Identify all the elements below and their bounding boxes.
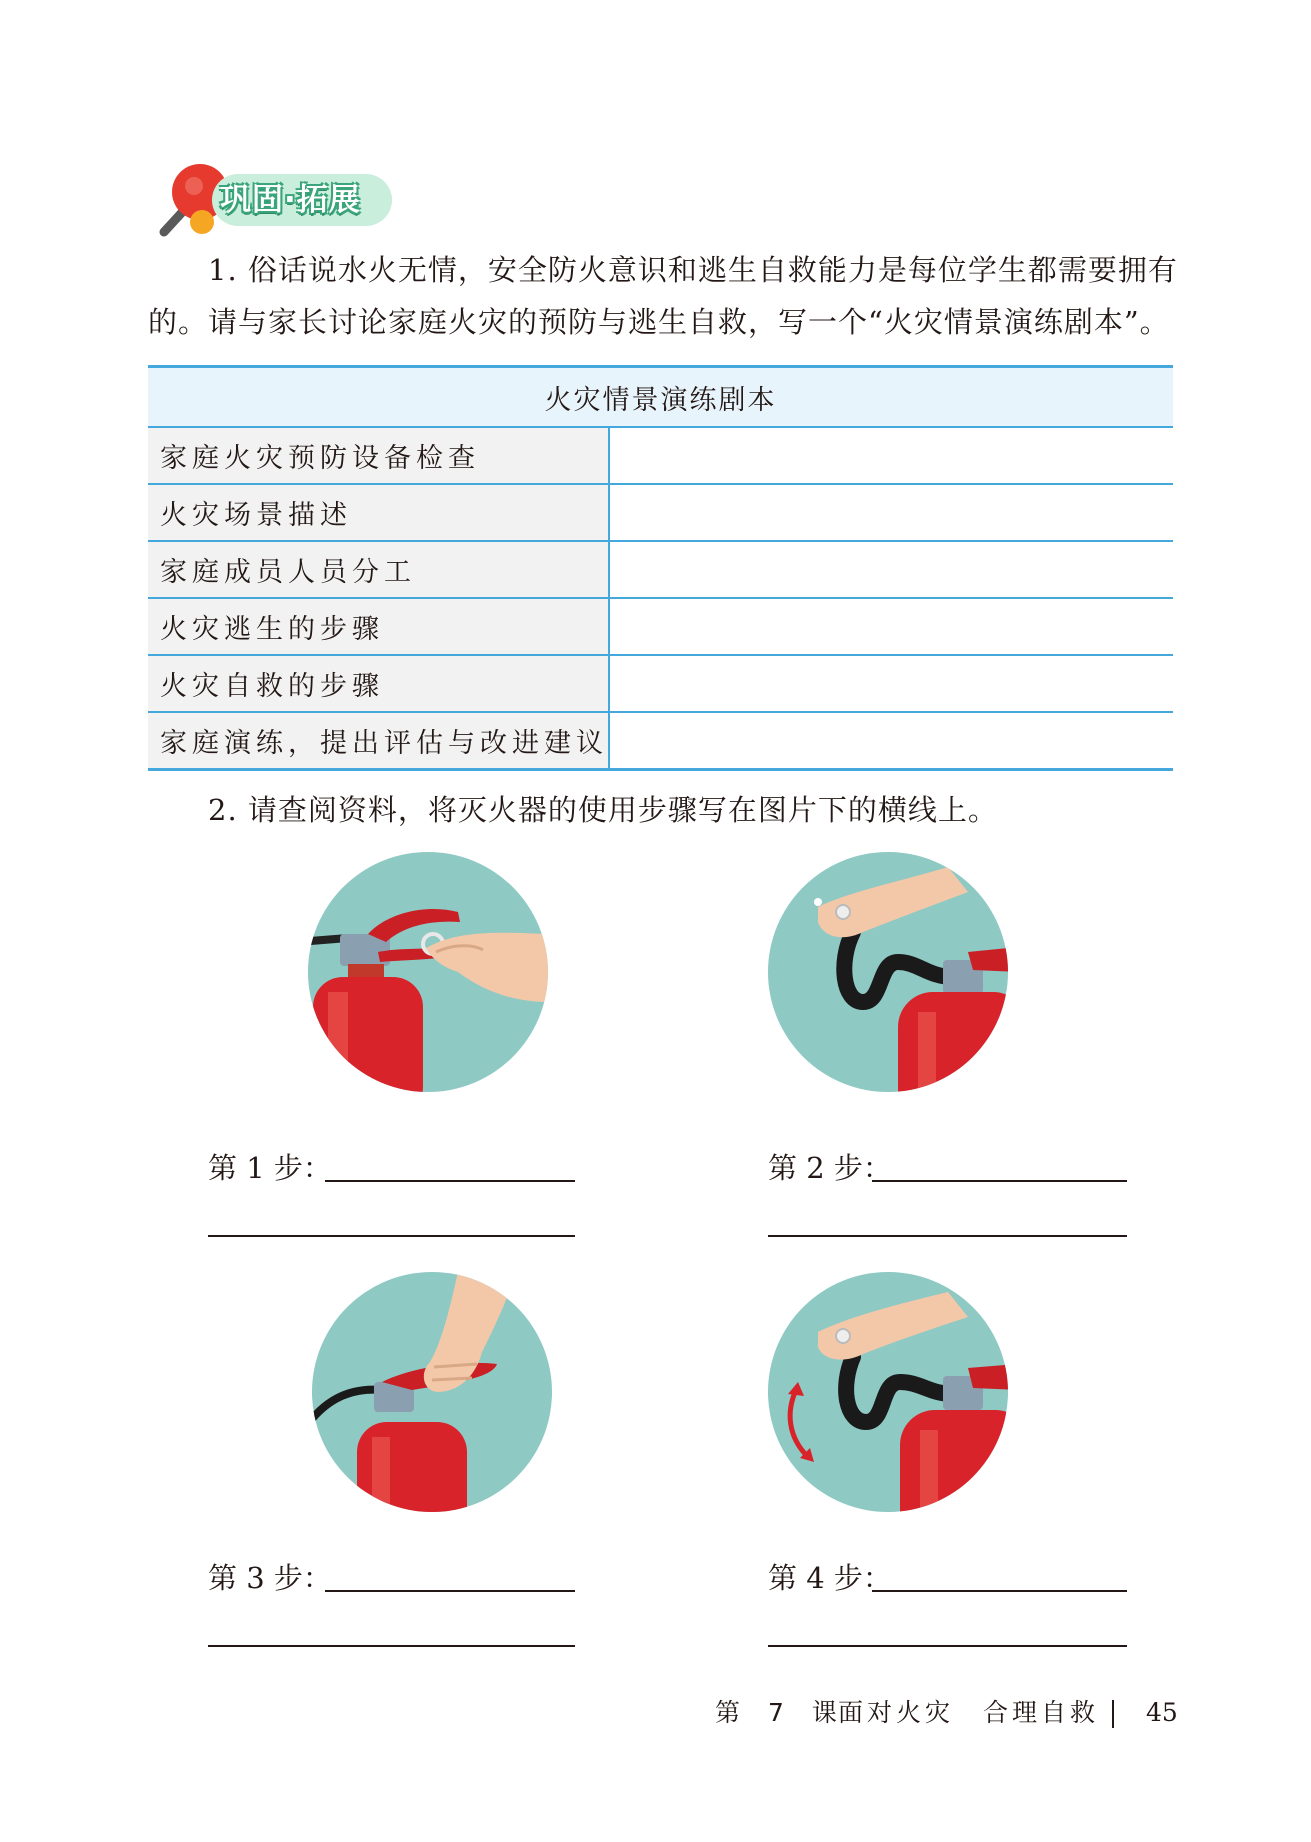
table-row: [148, 712, 1173, 770]
row-label: 家庭演练，提出评估与改进建议: [148, 712, 609, 770]
row-label: 火灾自救的步骤: [148, 655, 609, 712]
question-1-text: 1. 俗话说水火无情，安全防火意识和逃生自救能力是每位学生都需要拥有: [208, 253, 1178, 287]
table-row: [148, 598, 1173, 655]
fire-drill-script-table: [148, 365, 1173, 771]
step-1-label: 第 1 步：: [208, 1151, 332, 1185]
answer-cell[interactable]: [609, 655, 1173, 712]
step-4-blank[interactable]: [872, 1590, 1127, 1592]
hold-hose-illustration: [768, 852, 1008, 1092]
answer-cell[interactable]: [609, 541, 1173, 598]
row-label: 家庭火灾预防设备检查: [148, 427, 609, 484]
footer-separator: [1112, 1700, 1114, 1728]
row-label: 火灾逃生的步骤: [148, 598, 609, 655]
page-number: 45: [1146, 1698, 1178, 1727]
answer-cell[interactable]: [609, 427, 1173, 484]
step-4-label: 第 4 步：: [768, 1561, 892, 1595]
step-1-blank[interactable]: [325, 1180, 575, 1182]
footer-lesson-title: 面对火灾 合理自救: [838, 1698, 1100, 1727]
sweep-hose-illustration: [768, 1272, 1008, 1512]
table-row: [148, 427, 1173, 484]
pull-pin-illustration: [308, 852, 548, 1092]
step-3-blank-line-2[interactable]: [208, 1645, 575, 1647]
question-1-text-continued: 的。请与家长讨论家庭火灾的预防与逃生自救，写一个“火灾情景演练剧本”。: [148, 305, 1170, 339]
step-2-label: 第 2 步：: [768, 1151, 892, 1185]
question-2-text: 2. 请查阅资料，将灭火器的使用步骤写在图片下的横线上。: [208, 793, 998, 827]
step-3-blank[interactable]: [325, 1590, 575, 1592]
section-title: 巩固·拓展: [220, 182, 361, 218]
answer-cell[interactable]: [609, 598, 1173, 655]
table-row: [148, 541, 1173, 598]
step-4-blank-line-2[interactable]: [768, 1645, 1127, 1647]
answer-cell[interactable]: [609, 484, 1173, 541]
table-row: [148, 655, 1173, 712]
section-badge: [150, 160, 400, 240]
step-3-label: 第 3 步：: [208, 1561, 332, 1595]
row-label: 火灾场景描述: [148, 484, 609, 541]
table-row: [148, 484, 1173, 541]
row-label: 家庭成员人员分工: [148, 541, 609, 598]
press-handle-illustration: [312, 1272, 552, 1512]
answer-cell[interactable]: [609, 712, 1173, 770]
footer-lesson: 第 7 课: [715, 1698, 847, 1727]
step-1-blank-line-2[interactable]: [208, 1235, 575, 1237]
table-title: 火灾情景演练剧本: [148, 367, 1173, 428]
step-2-blank[interactable]: [872, 1180, 1127, 1182]
step-2-blank-line-2[interactable]: [768, 1235, 1127, 1237]
